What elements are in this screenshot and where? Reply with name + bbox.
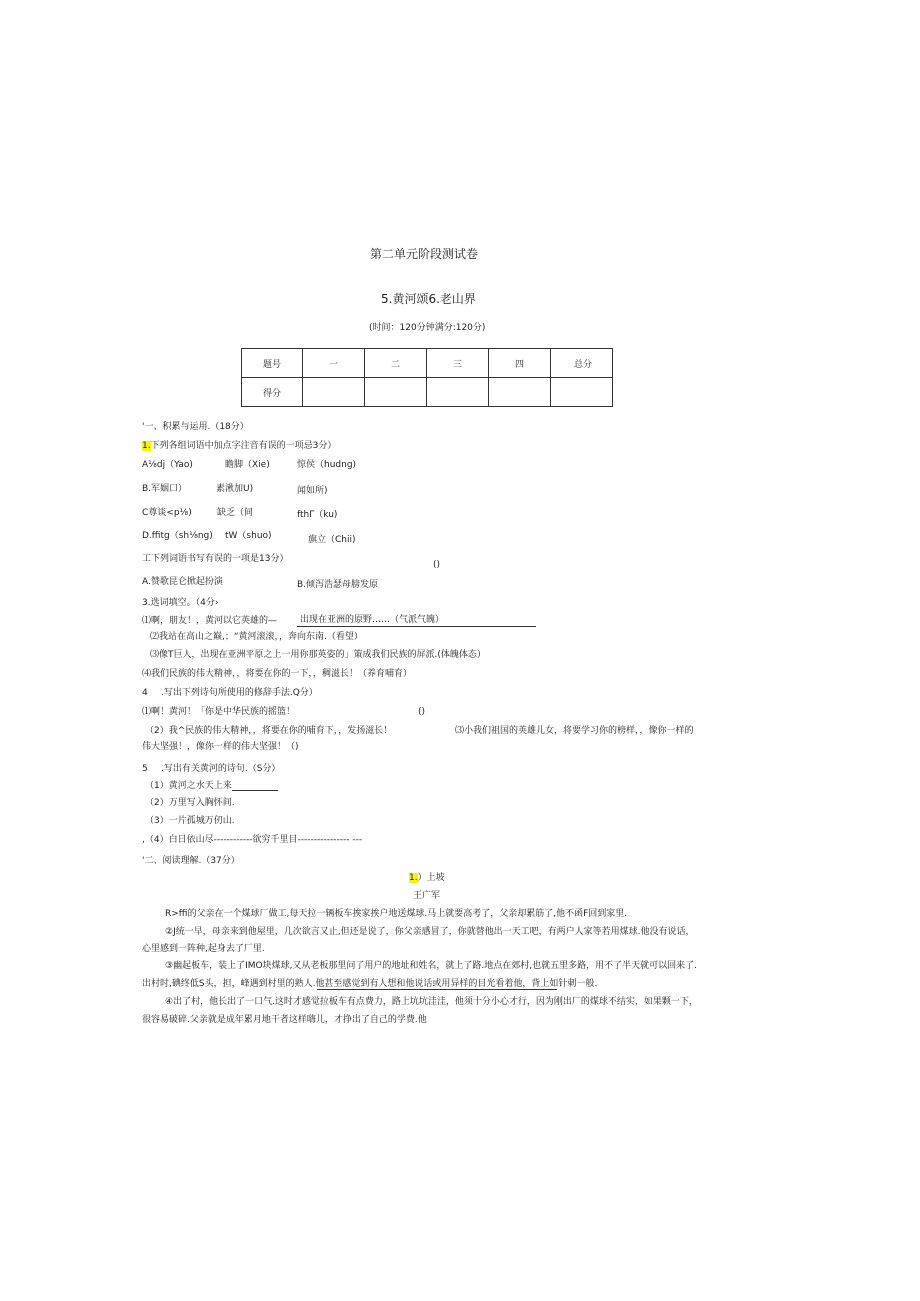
score-input-cell[interactable]: [489, 378, 551, 407]
q3-line1-b: 出现在亚洲的原野……（气派气魄）: [300, 615, 445, 625]
q5-answer-underline[interactable]: [232, 790, 278, 791]
lesson-subtitle: 5.黄河颂6.老山界: [381, 292, 476, 306]
score-cell: 题号: [242, 349, 303, 378]
q1-marker: 1.: [142, 441, 151, 451]
q1-option-b2: 素湫加U): [216, 484, 254, 494]
article-paragraph-3b: 出村时,碘终低S头，担，峰遇到村里的熟人.他甚至感觉到有人想和他说话或用异样的目光看着他，背上如针刺一般.: [142, 979, 598, 989]
score-table-header-row: [242, 349, 613, 378]
section2-heading: '二、阅读理解.（37分）: [142, 856, 240, 866]
score-cell: 得分: [242, 378, 303, 407]
q3-line4: ⑷我们民族的伟大精神，，将要在你的一下，，稠滋长！（养育哺育）: [142, 669, 413, 679]
q4-number: 4: [142, 688, 148, 698]
exam-meta: (时间：120分钟满分:120分): [369, 323, 486, 333]
article-paragraph-2b: 心里感到一阵种,起身去了厂里.: [142, 944, 265, 954]
score-cell: 一: [303, 349, 365, 378]
q1-option-c1: C尊谈<p⅛): [142, 508, 192, 518]
article-paragraph-2a: ②J统一早，母亲来到他屋里，几次欲言又止,但还是说了，你父亲感冒了，你就替他出一天工吧，有两户人家等若用煤球.他没有说话，: [165, 927, 695, 937]
q5-line3: （3）一片孤城万仞山.: [145, 816, 235, 826]
q1-option-d1: D.ffitg（sh⅛ng): [142, 531, 213, 541]
score-cell: 三: [427, 349, 489, 378]
q1-option-a2: 瞻脚（Xie): [225, 460, 270, 470]
article-paragraph-4a: ④出了村，他长出了一口气.这时才感觉拉板车有点费力，路上坑坑洼洼，他须十分小心才行，因为刚出厂的煤球不结实，如果颗一下，: [165, 997, 698, 1007]
q3-line1-a: ⑴啊，朋友！，黄河以它英雄的—: [142, 616, 278, 626]
q4-line2-a: （2）我^民族的伟大精神，，将要在你的哺育下，，发扬滋长！: [145, 726, 393, 736]
q3-question: 3.选词填空。（4分›: [142, 598, 219, 608]
q3-answer-underline[interactable]: [297, 626, 536, 627]
q1-option-c2: 缺乏（间: [217, 508, 254, 518]
q4-line3: 伟大坚强！，像你一样的伟大坚强！（): [142, 742, 299, 752]
article-title-text: ）上坡: [417, 873, 445, 883]
q1-option-b1: B.军姻口）: [142, 484, 188, 494]
score-input-cell[interactable]: [365, 378, 427, 407]
article-paragraph-4b: 很容易破碎.父亲就是成年累月地干者这样嗨儿，才挣出了自己的学费.他: [142, 1015, 427, 1025]
q2-option-b: B.倾泻浩瑟母膀发原: [297, 580, 379, 590]
article-paragraph-1: R>ffi的父亲在一个煤球厂做工,每天拉一辆板车挨家挨户地送煤球.马上就要高考了，父亲却累筋了,他不函F回到家里.: [165, 909, 628, 919]
q5-line4: ,（4）白日依山尽------------欲穷千里目---------------- ---: [142, 835, 363, 845]
q1-option-d3: 旗立（Chii): [308, 535, 356, 545]
score-cell: 四: [489, 349, 551, 378]
q5-question: .写出有关黄河的诗句.（S分）: [161, 764, 281, 774]
article-title: [409, 872, 445, 884]
score-input-cell[interactable]: [427, 378, 489, 407]
q2-answer-paren[interactable]: (): [433, 560, 441, 570]
q5-line2: （2）万里写入胸怀间.: [145, 798, 235, 808]
q3-line2: ⑵我站在高山之巅,；“黄河滚滚，，奔向东南.（看望）: [150, 632, 363, 642]
article-underline: [317, 989, 557, 990]
q2-option-a: A.赞歌昆仑掀起扮演: [142, 577, 223, 587]
score-table: [241, 348, 613, 407]
q1-option-a3: 惊侯（hudng): [297, 460, 357, 470]
score-cell: 总分: [551, 349, 613, 378]
page-title: 第二单元阶段测试卷: [370, 247, 479, 261]
score-input-cell[interactable]: [303, 378, 365, 407]
section1-heading: '一、积累与运用.（18分）: [142, 422, 249, 432]
score-input-cell[interactable]: [551, 378, 613, 407]
article-author: 王广军: [413, 891, 441, 901]
q1-option-b3: 闻如所): [297, 486, 328, 496]
q1-option-c3: fthΓ（ku): [297, 510, 338, 520]
q1-option-a1: A⅛dj（Yao): [142, 460, 193, 470]
q4-question: .写出下列诗句所使用的修辞手法.Q分）: [161, 688, 318, 698]
q5-line1: （1）黄河之水天上来: [145, 781, 232, 791]
q1-option-d2: tW（shuo): [225, 531, 272, 541]
q1-question: [142, 440, 336, 452]
article-marker: 1.: [409, 873, 418, 883]
q3-line3: ⑶像T巨人，出现在亚洲平原之上一用你那英姿的」策成我们民族的屏派.(体魄体态）: [150, 650, 486, 660]
article-paragraph-3a: ③幽起板车，装上了IMO块煤球,又从老板那里问了用户的地址和姓名，就上了路.地点在郊村,也就五里多路，用不了半天就可以回来了.: [165, 961, 698, 971]
q4-line1: ⑴啊！黄河！「你是中华民族的摇篮！: [142, 707, 296, 717]
score-cell: 二: [365, 349, 427, 378]
score-table-score-row: [242, 378, 613, 407]
q2-question: 工下列词语书写有误的一项是13分）: [142, 554, 289, 564]
q4-line2-b: ⑶小我们祖国的英雄儿女，将要学习你的榜样，，像你一样的: [455, 726, 694, 736]
q4-line1-paren[interactable]: (): [418, 707, 426, 717]
q5-number: 5: [142, 764, 148, 774]
q1-text: 下列各组词语中加点字注音有误的一项忌3分）: [150, 441, 337, 451]
